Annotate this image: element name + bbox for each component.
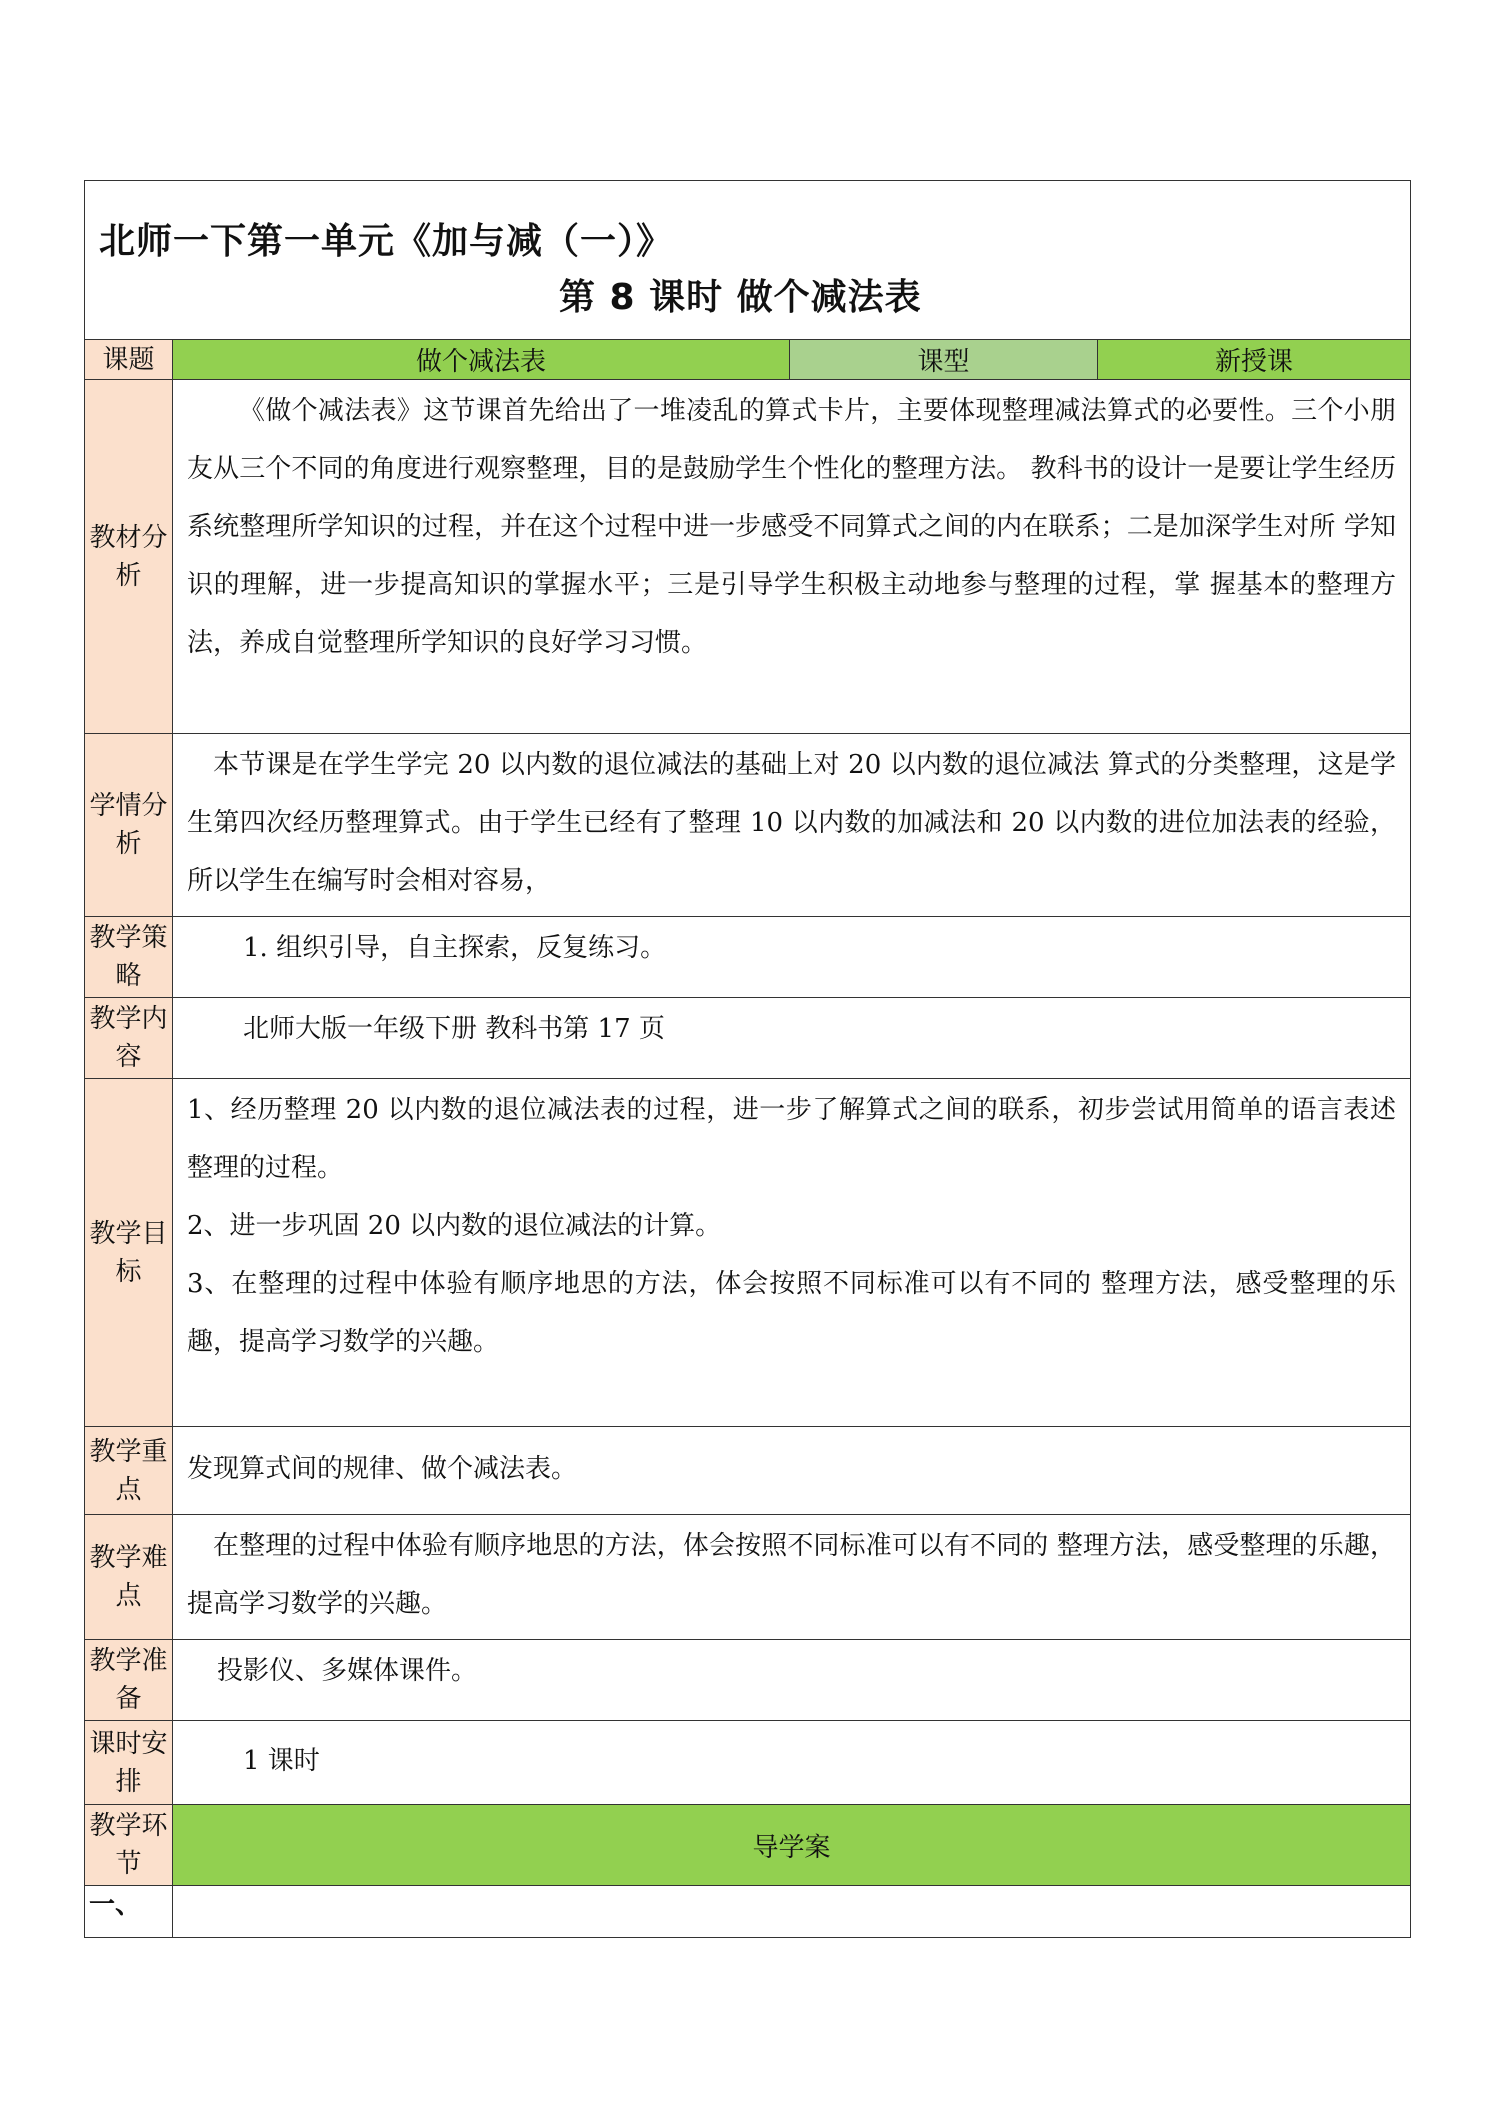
topic-label: 课题 bbox=[85, 340, 173, 380]
content-label: 教学内容 bbox=[85, 998, 173, 1079]
type-label: 课型 bbox=[790, 340, 1098, 380]
textbook-analysis-paragraph: 《做个减法表》这节课首先给出了一堆凌乱的算式卡片，主要体现整理减法算式的必要性。三个小朋友从三个不同的角度进行观察整理，目的是鼓励学生个性化的整理方法。 教科书的设计一是要让学生经历系统整理所学知识的过程，并在这个过程中进一步感受不同算式之间的内在联系；二是加深学生对所 学知识的理解，进一步提高知识的掌握水平；三是引导学生积极主动地参与整理的过程，掌 握基本的整理方法，养成自觉整理所学知识的良好学习习惯。 bbox=[187, 396, 1396, 658]
strategy-cell bbox=[173, 917, 1411, 998]
goal-item-2: 2、进一步巩固 20 以内数的退位减法的计算。 bbox=[187, 1211, 722, 1241]
key-points-text: 发现算式间的规律、做个减法表。 bbox=[187, 1453, 578, 1484]
textbook-analysis-label: 教材分析 bbox=[85, 380, 173, 734]
difficulties-cell bbox=[173, 1515, 1411, 1640]
strategy-label: 教学策略 bbox=[85, 917, 173, 998]
student-analysis-paragraph: 本节课是在学生学完 20 以内数的退位减法的基础上对 20 以内数的退位减法 算式的分类整理，这是学生第四次经历整理算式。由于学生已经有了整理 10 以内数的加减法和 20 以内数的进位加法表的经验，所以学生在编写时会相对容易， bbox=[187, 750, 1396, 896]
type-value: 新授课 bbox=[1098, 340, 1411, 380]
lesson-plan-document bbox=[84, 180, 1410, 1938]
header-cell bbox=[85, 181, 1411, 340]
step-1-content bbox=[173, 1886, 1411, 1938]
preparation-text: 投影仪、多媒体课件。 bbox=[217, 1656, 478, 1686]
difficulties-label: 教学难点 bbox=[85, 1515, 173, 1640]
content-cell bbox=[173, 998, 1411, 1079]
schedule-label: 课时安排 bbox=[85, 1721, 173, 1805]
preparation-label: 教学准备 bbox=[85, 1640, 173, 1721]
topic-value: 做个减法表 bbox=[173, 340, 790, 380]
lesson-subtitle: 第 8 课时 做个减法表 bbox=[559, 277, 922, 318]
schedule-text: 1 课时 bbox=[243, 1745, 320, 1776]
goal-item-3: 3、在整理的过程中体验有顺序地思的方法，体会按照不同标准可以有不同的 整理方法，感受整理的乐趣，提高学习数学的兴趣。 bbox=[187, 1269, 1396, 1357]
difficulties-text: 在整理的过程中体验有顺序地思的方法，体会按照不同标准可以有不同的 整理方法，感受整理的乐趣，提高学习数学的兴趣。 bbox=[187, 1531, 1396, 1619]
goal-item-1: 1、经历整理 20 以内数的退位减法表的过程，进一步了解算式之间的联系，初步尝试用简单的语言表述整理的过程。 bbox=[187, 1095, 1396, 1183]
document-title: 北师一下第一单元《加与减（一）》 bbox=[99, 221, 674, 262]
lesson-plan-table bbox=[84, 180, 1411, 1938]
key-points-label: 教学重点 bbox=[85, 1427, 173, 1515]
goals-cell bbox=[173, 1079, 1411, 1427]
textbook-analysis-text bbox=[173, 380, 1411, 734]
strategy-text: 1. 组织引导，自主探索，反复练习。 bbox=[243, 933, 667, 963]
content-text: 北师大版一年级下册 教科书第 17 页 bbox=[243, 1014, 665, 1044]
goals-label: 教学目标 bbox=[85, 1079, 173, 1427]
key-points-cell bbox=[173, 1427, 1411, 1515]
student-analysis-text bbox=[173, 734, 1411, 917]
process-header: 导学案 bbox=[173, 1805, 1411, 1886]
process-label: 教学环节 bbox=[85, 1805, 173, 1886]
student-analysis-label: 学情分析 bbox=[85, 734, 173, 917]
preparation-cell bbox=[173, 1640, 1411, 1721]
step-1-label: 一、 bbox=[85, 1886, 173, 1938]
schedule-cell bbox=[173, 1721, 1411, 1805]
